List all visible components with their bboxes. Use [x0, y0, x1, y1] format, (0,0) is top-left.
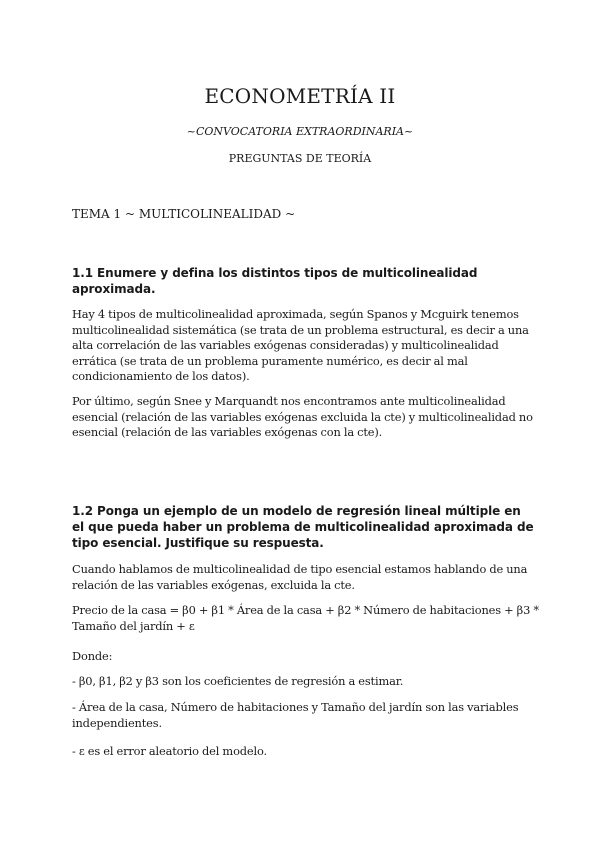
bullet-coefficients: - β0, β1, β2 y β3 son los coeficientes de regresión a estimar. — [72, 674, 404, 688]
question-1-1-heading: 1.1 Enumere y defina los distintos tipos de multicolinealidad aproximada. — [72, 266, 478, 296]
topic-heading: TEMA 1 ~ MULTICOLINEALIDAD ~ — [72, 207, 296, 221]
bullet-error-term: - ε es el error aleatorio del modelo. — [72, 744, 267, 758]
regression-equation: Precio de la casa = β0 + β1 * Área de la casa + β2 * Número de habitaciones + β3 * Tamaño del jardín + ε — [72, 603, 539, 633]
document-title: ECONOMETRÍA II — [204, 84, 396, 108]
question-1-2-paragraph-1: Cuando hablamos de multicolinealidad de tipo esencial estamos hablando de una relación de las variables exógenas, excluida la cte. — [72, 562, 528, 592]
document-subheading: PREGUNTAS DE TEORÍA — [228, 152, 372, 165]
document-subtitle: ~CONVOCATORIA EXTRAORDINARIA~ — [186, 125, 414, 138]
question-1-1-paragraph-2: Por último, según Snee y Marquandt nos encontramos ante multicolinealidad esencial (relación de las variables exógenas excluida la cte) y multicolinealidad no esencial (relación de las variables exógenas con la cte). — [72, 394, 533, 440]
bullet-independent-variables: - Área de la casa, Número de habitaciones y Tamaño del jardín son las variables independientes. — [72, 700, 519, 730]
donde-label: Donde: — [72, 649, 113, 663]
question-1-1-paragraph-1: Hay 4 tipos de multicolinealidad aproximada, según Spanos y Mcguirk tenemos multicolinealidad sistemática (se trata de un problema estructural, es decir a una alta correlación de las variables exógenas consideradas) y multicolinealidad errática (se trata de un problema puramente numérico, es decir al mal condicionamiento de los datos). — [72, 307, 529, 384]
question-1-2-heading: 1.2 Ponga un ejemplo de un modelo de regresión lineal múltiple en el que pueda haber un problema de multicolinealidad aproximada de tipo esencial. Justifique su respuesta. — [72, 504, 534, 550]
